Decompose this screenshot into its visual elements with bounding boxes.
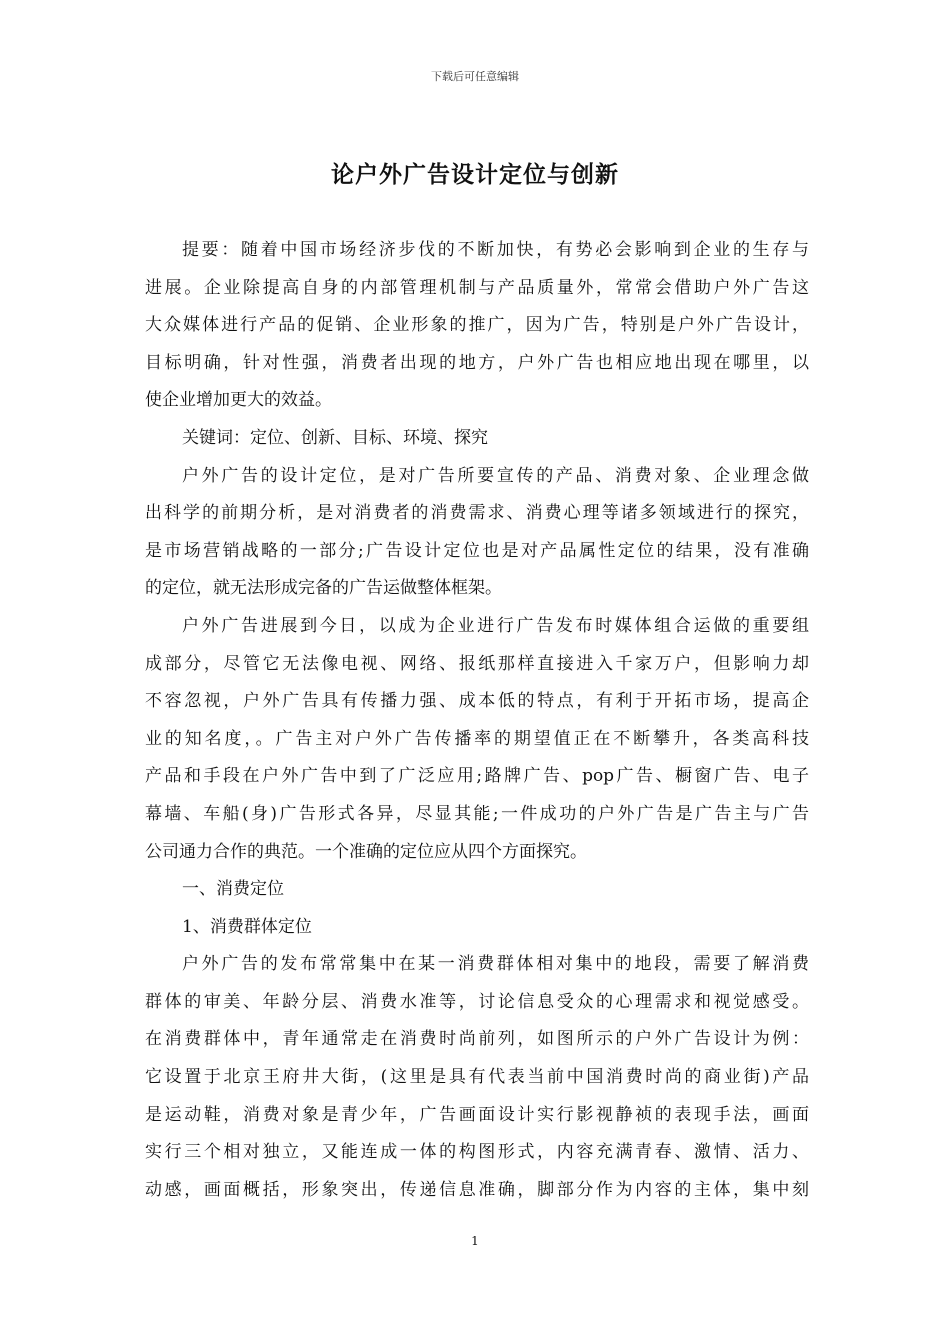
text-line: 动感，画面概括，形象突出，传递信息准确，脚部分作为内容的主体，集中刻 bbox=[145, 1179, 809, 1200]
text-line: 目标明确，针对性强，消费者出现的地方，户外广告也相应地出现在哪里，以 bbox=[145, 352, 809, 373]
text-line: 进展。企业除提高自身的内部管理机制与产品质量外，常常会借助户外广告这 bbox=[145, 277, 809, 298]
text-line: 户外广告的发布常常集中在某一消费群体相对集中的地段，需要了解消费 bbox=[182, 954, 809, 975]
text-line: 公司通力合作的典范。一个准确的定位应从四个方面探究。 bbox=[145, 841, 587, 862]
text-line: 1、消费群体定位 bbox=[182, 916, 312, 937]
heading-consumer-positioning bbox=[145, 871, 809, 909]
header-note: 下载后可任意编辑 bbox=[431, 70, 519, 83]
text-line: 是运动鞋，消费对象是青少年，广告画面设计实行影视静祯的表现手法，画面 bbox=[145, 1104, 809, 1125]
paragraph-consumer-group bbox=[145, 946, 809, 1209]
text-line: 户外广告的设计定位，是对广告所要宣传的产品、消费对象、企业理念做 bbox=[182, 465, 809, 486]
keywords bbox=[145, 420, 809, 458]
text-line: 幕墙、车船(身)广告形式各异，尽显其能;一件成功的户外广告是广告主与广告 bbox=[145, 803, 809, 824]
page-number: 1 bbox=[471, 1234, 479, 1248]
paragraph-development bbox=[145, 608, 809, 871]
text-line: 它设置于北京王府井大街，(这里是具有代表当前中国消费时尚的商业街)产品 bbox=[145, 1067, 809, 1088]
text-line: 提要：随着中国市场经济步伐的不断加快，有势必会影响到企业的生存与 bbox=[182, 240, 809, 260]
document-body bbox=[145, 232, 809, 1209]
abstract bbox=[145, 232, 809, 420]
text-line: 户外广告进展到今日，以成为企业进行广告发布时媒体组合运做的重要组 bbox=[182, 615, 809, 636]
document-title: 论户外广告设计定位与创新 bbox=[331, 161, 619, 188]
paragraph-positioning bbox=[145, 458, 809, 608]
text-line: 在消费群体中，青年通常走在消费时尚前列，如图所示的户外广告设计为例： bbox=[145, 1029, 809, 1050]
text-line: 出科学的前期分析，是对消费者的消费需求、消费心理等诸多领域进行的探究， bbox=[145, 503, 809, 524]
text-line: 不容忽视，户外广告具有传播力强、成本低的特点，有利于开拓市场，提高企 bbox=[145, 691, 809, 712]
text-line: 实行三个相对独立，又能连成一体的构图形式，内容充满青春、激情、活力、 bbox=[145, 1142, 809, 1163]
text-line: 的定位，就无法形成完备的广告运做整体框架。 bbox=[145, 578, 502, 599]
text-line: 大众媒体进行产品的促销、企业形象的推广，因为广告，特别是户外广告设计， bbox=[145, 315, 809, 336]
text-line: 一、消费定位 bbox=[182, 879, 284, 900]
text-line: 使企业增加更大的效益。 bbox=[145, 390, 332, 411]
text-line: 产品和手段在户外广告中到了广泛应用;路牌广告、pop广告、橱窗广告、电子 bbox=[145, 766, 809, 787]
text-line: 群体的审美、年龄分层、消费水准等，讨论信息受众的心理需求和视觉感受。 bbox=[145, 991, 809, 1012]
text-line: 关键词：定位、创新、目标、环境、探究 bbox=[182, 427, 488, 448]
subheading-consumer-group bbox=[145, 909, 809, 947]
text-line: 是市场营销战略的一部分;广告设计定位也是对产品属性定位的结果，没有准确 bbox=[145, 540, 809, 561]
text-line: 成部分，尽管它无法像电视、网络、报纸那样直接进入千家万户，但影响力却 bbox=[145, 653, 809, 674]
text-line: 业的知名度，。广告主对户外广告传播率的期望值正在不断攀升，各类高科技 bbox=[145, 728, 809, 749]
